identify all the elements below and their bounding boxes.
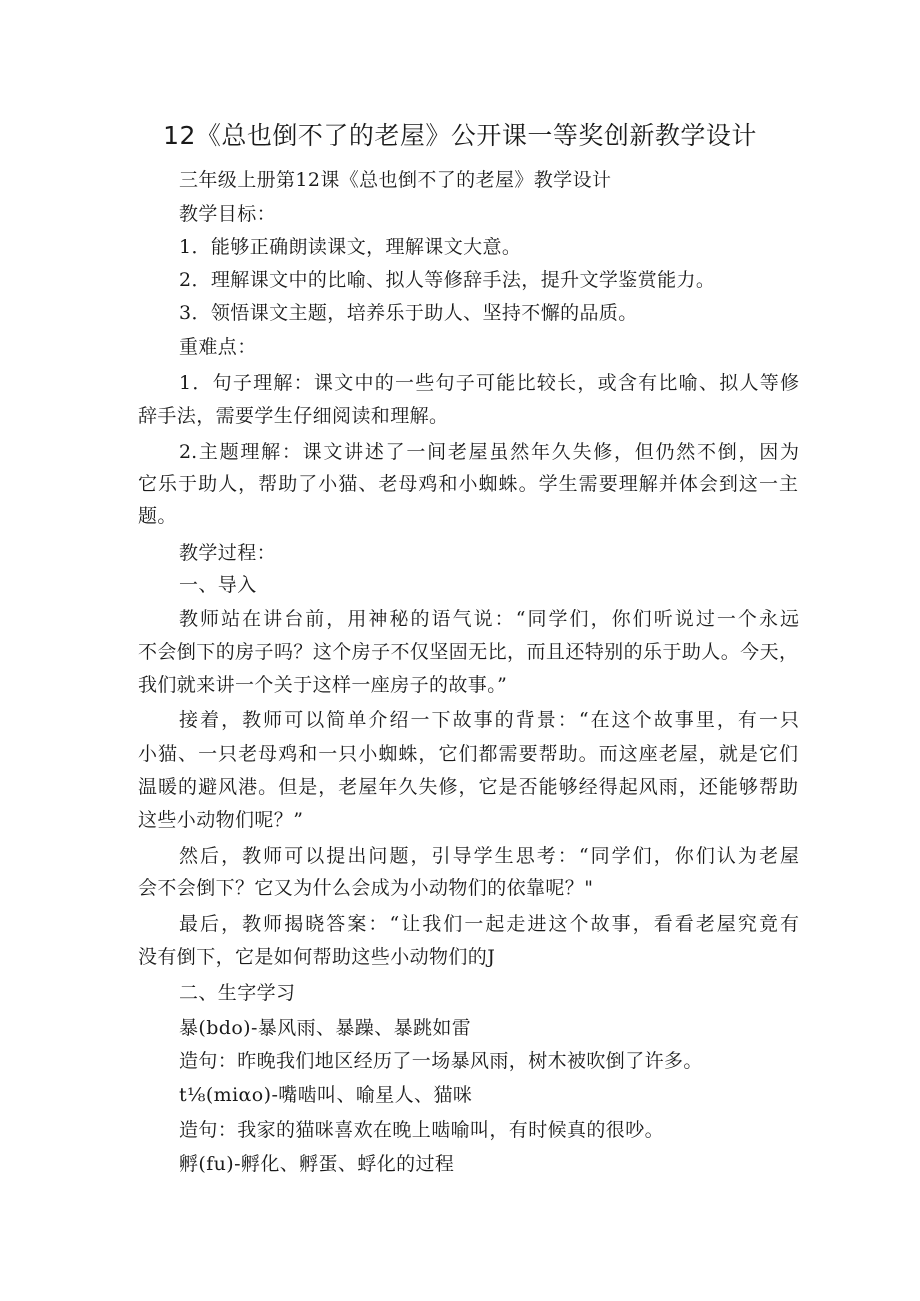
section-heading: 二、生字学习 bbox=[179, 982, 296, 1004]
intro-paragraph-line: 没有倒下，它是如何帮助这些小动物们的J bbox=[138, 946, 496, 968]
objective-item: 2．理解课文中的比喻、拟人等修辞手法，提升文学鉴赏能力。 bbox=[179, 269, 716, 291]
vocab-line: t⅛(miαo)-嘴啮叫、喻星人、猫咪 bbox=[179, 1084, 473, 1106]
document-title: 12《总也倒不了的老屋》公开课一等奖创新教学设计 bbox=[163, 121, 757, 150]
key-points-heading: 重难点： bbox=[179, 336, 257, 358]
key-point-2-line: 它乐于助人，帮助了小猫、老母鸡和小蜘蛛。学生需要理解并体会到这一主 bbox=[138, 473, 798, 495]
intro-paragraph-line: 会不会倒下？它又为什么会成为小动物们的依靠呢？" bbox=[138, 877, 594, 899]
intro-paragraph-line: 然后，教师可以提出问题，引导学生思考：“同学们，你们认为老屋 bbox=[179, 845, 799, 867]
intro-paragraph-line: 温暖的避风港。但是，老屋年久失修，它是否能够经得起风雨，还能够帮助 bbox=[138, 776, 798, 798]
intro-paragraph-line: 小猫、一只老母鸡和一只小蜘蛛，它们都需要帮助。而这座老屋，就是它们 bbox=[138, 743, 798, 765]
intro-paragraph-line: 教师站在讲台前，用神秘的语气说：“同学们，你们听说过一个永远 bbox=[179, 608, 799, 630]
subtitle: 三年级上册第12课《总也倒不了的老屋》教学设计 bbox=[179, 169, 612, 191]
process-heading: 教学过程： bbox=[179, 542, 277, 564]
section-heading: 一、导入 bbox=[179, 574, 257, 596]
objective-item: 3．领悟课文主题，培养乐于助人、坚持不懈的品质。 bbox=[179, 302, 638, 324]
key-point-1-line: 辞手法，需要学生仔细阅读和理解。 bbox=[138, 405, 449, 427]
vocab-line: 孵(fu)-孵化、孵蛋、蜉化的过程 bbox=[179, 1153, 455, 1175]
key-point-2-line: 2.主题理解：课文讲述了一间老屋虽然年久失修，但仍然不倒，因为 bbox=[179, 441, 799, 463]
vocab-line: 暴(bdo)-暴风雨、暴躁、暴跳如雷 bbox=[179, 1017, 472, 1039]
objectives-heading: 教学目标： bbox=[179, 203, 277, 225]
key-point-2-line: 题。 bbox=[138, 505, 177, 527]
intro-paragraph-line: 不会倒下的房子吗？这个房子不仅坚固无比，而且还特别的乐于助人。今天， bbox=[138, 641, 798, 663]
vocab-line: 造句：昨晚我们地区经历了一场暴风雨，树木被吹倒了许多。 bbox=[179, 1050, 703, 1072]
key-point-1-line: 1．句子理解：课文中的一些句子可能比较长，或含有比喻、拟人等修 bbox=[179, 372, 799, 394]
vocab-line: 造句：我家的猫咪喜欢在晚上啮喻叫，有时候真的很吵。 bbox=[179, 1119, 665, 1141]
intro-paragraph-line: 最后，教师揭晓答案：“让我们一起走进这个故事，看看老屋究竟有 bbox=[179, 913, 799, 935]
intro-paragraph-line: 接着，教师可以简单介绍一下故事的背景：“在这个故事里，有一只 bbox=[179, 709, 799, 731]
intro-paragraph-line: 我们就来讲一个关于这样一座房子的故事。” bbox=[138, 674, 508, 696]
intro-paragraph-line: 这些小动物们呢？” bbox=[138, 809, 304, 831]
objective-item: 1．能够正确朗读课文，理解课文大意。 bbox=[179, 236, 522, 258]
